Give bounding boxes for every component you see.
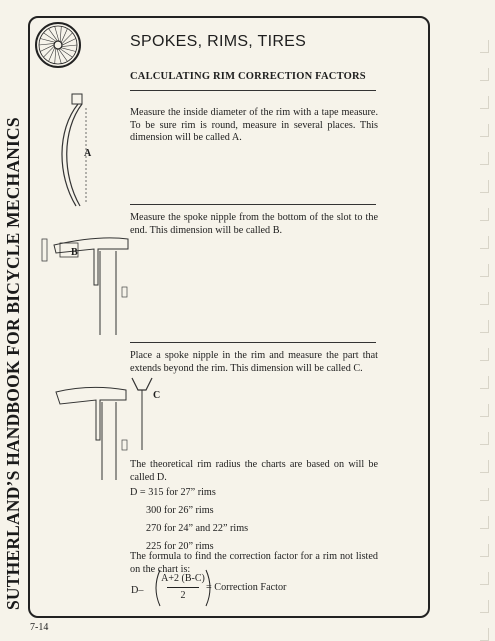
edge-tab [480,236,489,249]
edge-tab [480,68,489,81]
edge-tab [480,460,489,473]
caliper-nipple-illustration [38,225,148,345]
divider [130,204,376,205]
edge-tab [480,292,489,305]
formula-intro: The formula to find the correction factor for a rim not listed on the chart is: [130,551,378,575]
wheel-icon [33,20,83,70]
edge-tab [480,376,489,389]
edge-tab [480,208,489,221]
edge-tab [480,572,489,585]
formula-fraction [161,571,205,607]
label-c: C [153,390,161,401]
edge-tab [480,516,489,529]
edge-tab [480,320,489,333]
edge-tab [480,600,489,613]
formula-lead: D– [131,585,144,596]
edge-tab [480,124,489,137]
page-number: 7-14 [30,622,49,633]
divider [130,90,376,91]
edge-tab [480,96,489,109]
edge-tab [480,404,489,417]
radius-24-22: 270 for 24” and 22” rims [146,523,249,534]
formula-result: = Correction Factor [206,582,287,593]
spine-title: SUTHERLAND’S HANDBOOK FOR BICYCLE MECHANICS [3,117,23,610]
edge-tab [480,40,489,53]
edge-tab [480,488,489,501]
label-b: B [71,247,78,258]
step-b-text: Measure the spoke nipple from the bottom of the slot to the end. This dimension will be called B. [130,212,378,236]
edge-tab [480,544,489,557]
rim-diameter-illustration [52,90,112,210]
right-edge-tabs [471,10,489,640]
step-c-text: Place a spoke nipple in the rim and measure the part that extends beyond the rim. This dimension will be called C. [130,350,378,374]
edge-tab [480,152,489,165]
formula-denominator: 2 [180,590,186,601]
radius-26: 300 for 26” rims [146,505,214,516]
radius-20: 225 for 20” rims [146,541,214,552]
chapter-title: SPOKES, RIMS, TIRES [130,33,307,50]
label-a: A [84,148,92,159]
radius-27: D = 315 for 27” rims [130,487,216,498]
formula-numerator: A+2 (B-C) [161,573,205,584]
section-title: CALCULATING RIM CORRECTION FACTORS [130,71,366,82]
edge-tab [480,180,489,193]
fraction-bar [167,587,199,588]
edge-tab [480,628,489,641]
edge-tab [480,264,489,277]
step-a-text: Measure the inside diameter of the rim with a tape measure. To be sure rim is round, measure in several places. This dimension will be called A. [130,107,378,143]
divider [130,342,376,343]
edge-tab [480,432,489,445]
edge-tab [480,348,489,361]
theory-text: The theoretical rim radius the charts are based on will be called D. [130,459,378,483]
